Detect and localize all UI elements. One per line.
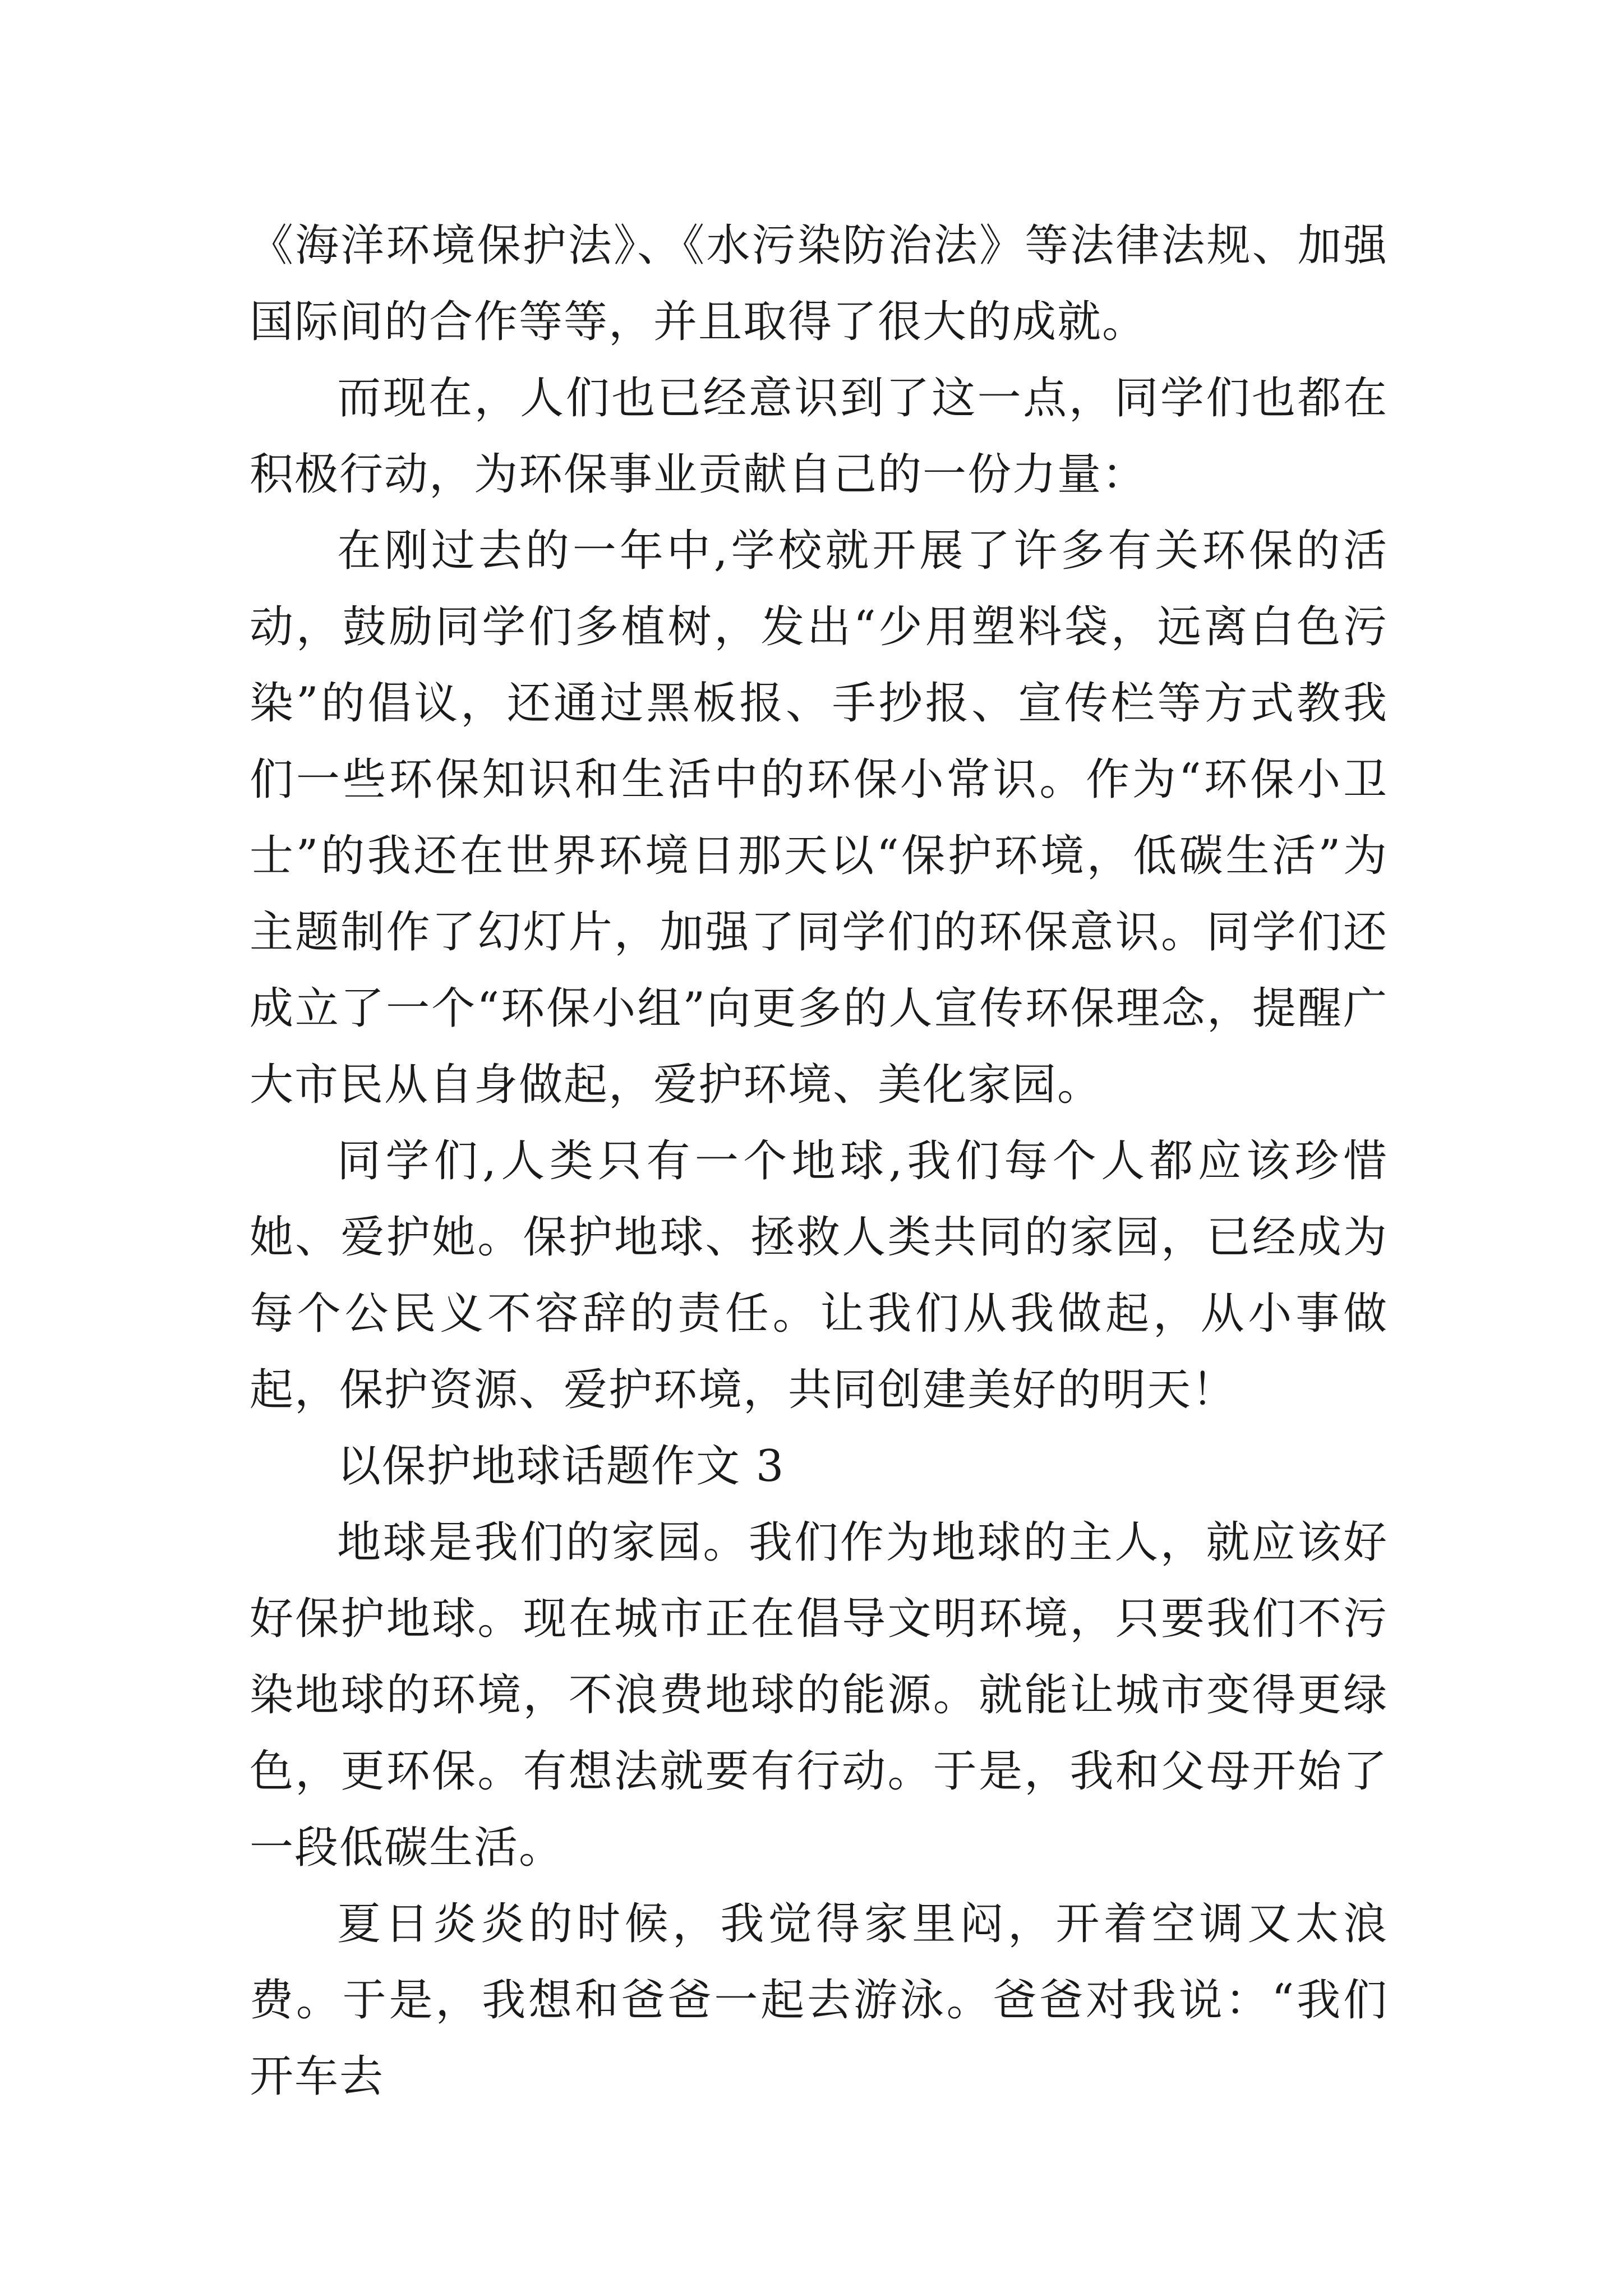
essay-heading: 以保护地球话题作文 3 — [337, 1441, 785, 1492]
paragraph: 地球是我们的家园。我们作为地球的主人，就应该好好保护地球。现在城市正在倡导文明环境，只要我们不污染地球的环境，不浪费地球的能源。就能让城市变得更绿色，更环保。有想法就要有行动。于是，我和父母开始了一段低碳生活。 — [250, 1517, 1388, 1873]
paragraph-continuation: 《海洋环境保护法》、《水污染防治法》等法律法规、加强国际间的合作等等，并且取得了很大的成就。 — [250, 220, 1388, 347]
paragraph: 同学们,人类只有一个地球,我们每个人都应该珍惜她、爱护她。保护地球、拯救人类共同的家园，已经成为每个公民义不容辞的责任。让我们从我做起，从小事做起，保护资源、爱护环境，共同创建美好的明天！ — [250, 1136, 1388, 1415]
document-page — [250, 208, 1388, 2115]
paragraph: 而现在，人们也已经意识到了这一点，同学们也都在积极行动，为环保事业贡献自己的一份力量： — [250, 373, 1388, 500]
paragraph: 在刚过去的一年中,学校就开展了许多有关环保的活动，鼓励同学们多植树，发出“少用塑料袋，远离白色污染”的倡议，还通过黑板报、手抄报、宣传栏等方式教我们一些环保知识和生活中的环保小常识。作为“环保小卫士”的我还在世界环境日那天以“保护环境，低碳生活”为主题制作了幻灯片，加强了同学们的环保意识。同学们还成立了一个“环保小组”向更多的人宣传环保理念，提醒广大市民从自身做起，爱护环境、美化家园。 — [250, 526, 1388, 1110]
paragraph: 夏日炎炎的时候，我觉得家里闷，开着空调又太浪费。于是，我想和爸爸一起去游泳。爸爸对我说：“我们开车去 — [250, 1899, 1388, 2102]
